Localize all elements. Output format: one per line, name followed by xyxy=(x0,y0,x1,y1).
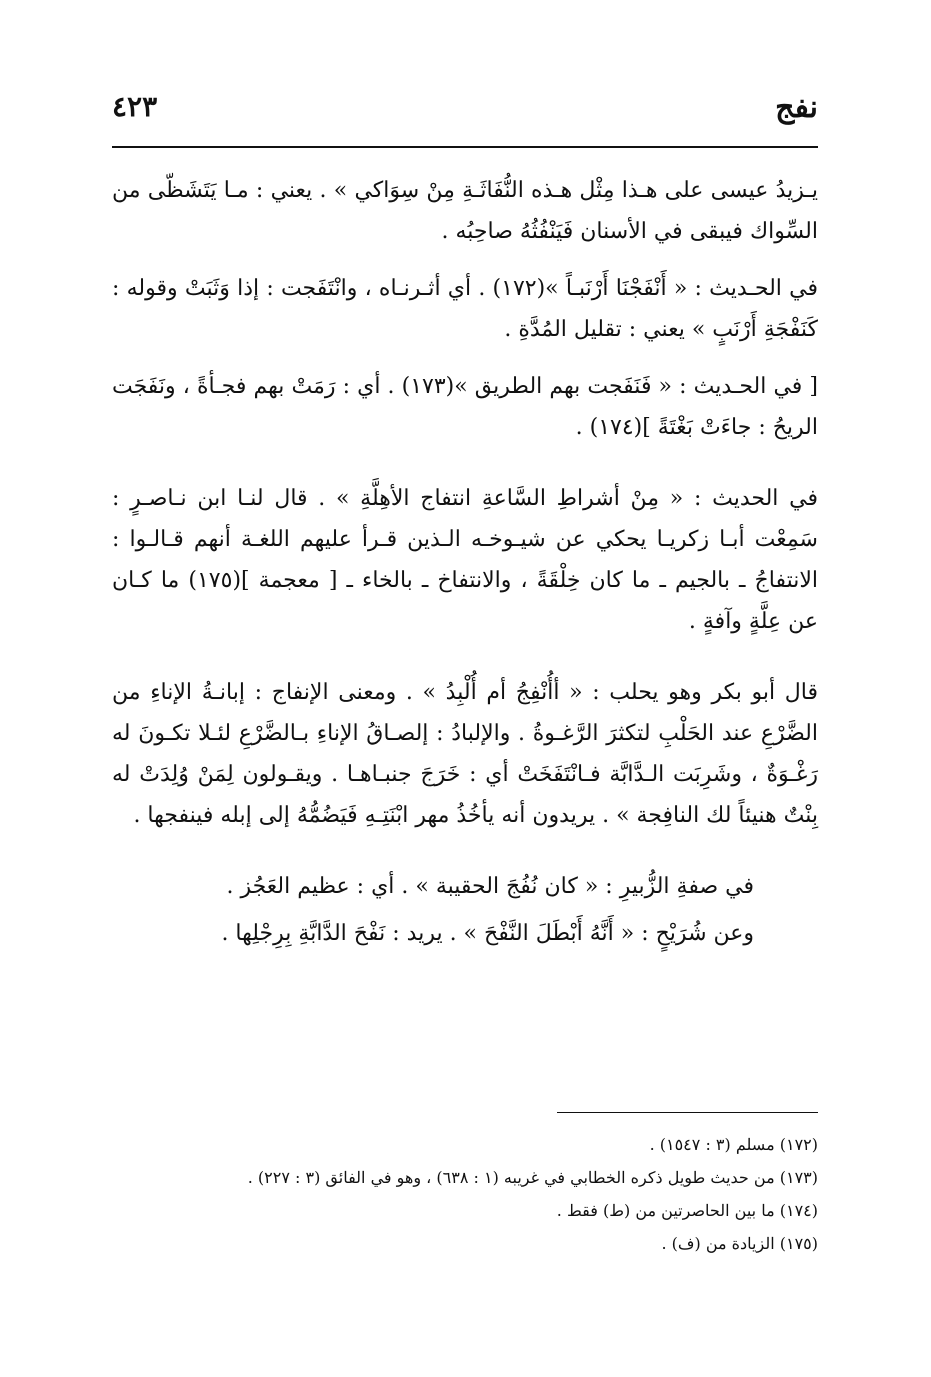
paragraph-1: يـزيدُ عيسى على هـذا مِثْل هـذه النُّفَاثَـةِ مِنْ سِوَاكي » . يعني : مـا يَتَشَظّى من السِّواك فيبقى في الأسنان فَيَنْفُثُهُ صاحِبُه . xyxy=(112,178,818,244)
page-number: ٤٢٣ xyxy=(112,90,158,123)
paragraph-2: في الحـديث : « أَنْفَجْنَا أَرْنَبـاً »(١٧٢) . أي أثـرنـاه ، وانْتَفَجت : إذا وَثَبَتْ وقوله : كَنَفْجَةِ أَرْنَبٍ » يعني : تقليل المُدَّةِ . xyxy=(112,276,818,342)
main-text xyxy=(112,170,818,960)
footnote-divider xyxy=(557,1112,818,1113)
page-header xyxy=(112,82,818,144)
header-divider xyxy=(112,146,818,148)
paragraph-7: وعن شُرَيْحٍ : « أَنَّهُ أَبْطَلَ النَّفْحَ » . يريد : نَفْحَ الدَّابَّةِ بِرِجْلِها . xyxy=(221,921,754,946)
footnote-172: (١٧٢) مسلم (٣ : ١٥٤٧) . xyxy=(649,1135,818,1154)
footnote-175: (١٧٥) الزيادة من (ف) . xyxy=(661,1234,818,1253)
paragraph-4: في الحديث : « مِنْ أشراطِ السَّاعةِ انتفاج الأهِلَّةِ » . قال لنـا ابن نـاصـرٍ : سَمِعْت أبـا زكريـا يحكي عن شيـوخـه الـذين قـرأ عليهم اللغـة أنهم قـالـوا : الانتفاجُ ـ بالجيم ـ ما كان خِلْقَةً ، والانتفاخ ـ بالخاء ـ [ معجمة ](١٧٥) ما كـان عن عِلَّةٍ وآفةٍ . xyxy=(112,486,818,634)
entry-root-title: نفج xyxy=(775,90,818,125)
footnote-174: (١٧٤) ما بين الحاصرتين من (ط) فقط . xyxy=(556,1201,818,1220)
footnotes xyxy=(112,1128,818,1260)
paragraph-5: قال أبو بكر وهو يحلب : « أأُنْفِجُ أم أُلْبِدُ » . ومعنى الإنفاج : إبانـةُ الإناءِ من الضَّرْعِ عند الحَلْبِ لتكثرَ الرَّغـوةُ . والإلبادُ : إلصـاقُ الإناءِ بـالضَّرْعِ لئـلا تكـونَ له رَغْـوَةٌ ، وشَرِبَت الـدَّابَّة فـانْتَفَخَتْ أي : خَرَجَ جنبـاهـا . ويقـولون لِمَنْ وُلِدَتْ له بِنْتٌ هنيئاً لك النافِجة » . يريدون أنه يأخُذُ مهر ابْنَتِـهِ فَيَضُمُّهُ إلى إبله فينفجها . xyxy=(112,680,818,828)
paragraph-6: في صفةِ الزُّبيرِ : « كان نُفُجَ الحقيبة » . أي : عظيم العَجُز . xyxy=(226,874,754,899)
paragraph-3: [ في الحـديث : « فَنَفَجت بهم الطريق »(١٧٣) . أي : رَمَتْ بهم فجـأةً ، ونَفَجَت الريحُ : جاءَتْ بَغْتَةً ](١٧٤) . xyxy=(112,374,818,440)
footnote-173: (١٧٣) من حديث طويل ذكره الخطابي في غريبه (١ : ٦٣٨) ، وهو في الفائق (٣ : ٢٢٧) . xyxy=(247,1168,818,1187)
